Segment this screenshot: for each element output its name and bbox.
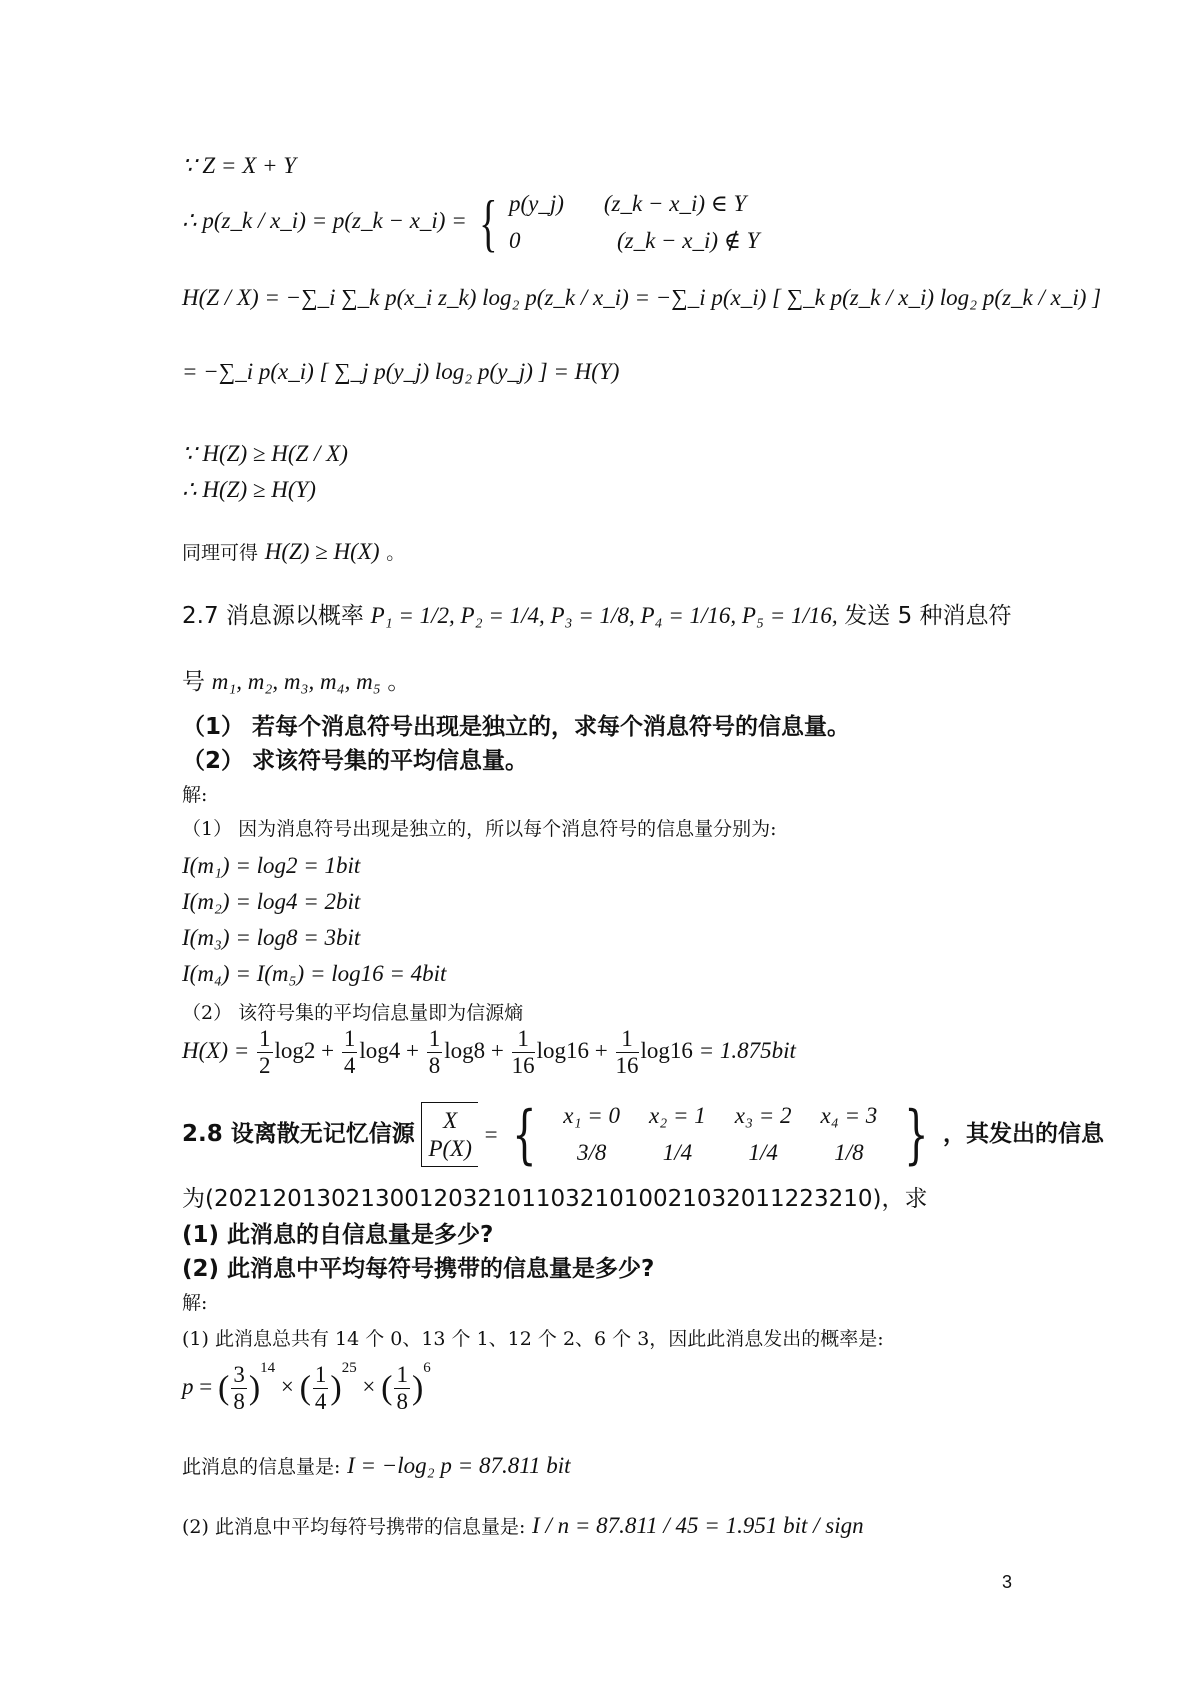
q28-suffix: ，其发出的信息 bbox=[942, 1121, 1104, 1147]
q28-prefix: 2.8 设离散无记忆信源 bbox=[182, 1121, 415, 1147]
q27-symbols: m₁, m₂, m₃, m₄, m₅ bbox=[211, 669, 381, 694]
proof-line-2-lhs: ∴ p(z_k / x_i) = p(z_k − x_i) = bbox=[182, 208, 467, 234]
info-amount-line bbox=[182, 1452, 571, 1480]
row1-x2: x₂ = 1 bbox=[649, 1103, 706, 1128]
row2-p1: 3/8 bbox=[576, 1139, 607, 1165]
entropy-rhs: = 1.875bit bbox=[698, 1038, 796, 1064]
q27-equation-4: I(m₄) = I(m₅) = log16 = 4bit bbox=[182, 961, 447, 986]
page-number: 3 bbox=[1002, 1572, 1013, 1592]
proof-line-2 bbox=[182, 186, 759, 260]
q27-equation-2: I(m₂) = log4 = 2bit bbox=[182, 889, 361, 914]
q27-suffix: 发送 5 种消息符 bbox=[844, 603, 1012, 629]
proof-line-3: H(Z / X) = −∑_i ∑_k p(x_i z_k) log₂ p(z_k / x_i) = −∑_i p(x_i) [ ∑_k p(z_k / x_i) log₂ p(z_k / x_i) ] bbox=[182, 285, 1102, 310]
exponent-3: 6 bbox=[423, 1360, 431, 1376]
info-label: 此消息的信息量是: bbox=[182, 1456, 341, 1478]
info-math: I = −log₂ p = 87.811 bit bbox=[347, 1453, 571, 1478]
avg-info-label: (2) 此消息中平均每符号携带的信息量是: bbox=[182, 1516, 526, 1538]
entropy-lhs: H(X) = bbox=[182, 1038, 250, 1064]
q27-sub-question-1: （1） 若每个消息符号出现是独立的，求每个消息符号的信息量。 bbox=[182, 714, 851, 740]
q27-line2-end: 。 bbox=[387, 669, 411, 695]
exponent-1: 14 bbox=[260, 1360, 276, 1376]
row2-p3: 1/4 bbox=[748, 1139, 778, 1165]
distribution-table bbox=[552, 1098, 889, 1172]
case-1-value: p(y_j) bbox=[508, 191, 564, 216]
matrix-top: X bbox=[443, 1108, 458, 1134]
q27-equation-3: I(m₃) = log8 = 3bit bbox=[182, 925, 361, 950]
case-2-value: 0 bbox=[508, 227, 521, 253]
q27-line2-prefix: 号 bbox=[182, 669, 205, 695]
proof-line-5: ∵ H(Z) ≥ H(Z / X) bbox=[182, 441, 348, 466]
proof-line-7-math: H(Z) ≥ H(X) bbox=[264, 539, 380, 564]
q28-sub-question-1: (1) 此消息的自信息量是多少? bbox=[182, 1222, 494, 1248]
q28-answer-1: (1) 此消息总共有 14 个 0、13 个 1、12 个 2、6 个 3，因此此消息发出的概率是: bbox=[182, 1328, 884, 1350]
q27-heading bbox=[182, 602, 1012, 631]
q28-heading: 2.8 设离散无记忆信源 X P(X) = { x₁ = 0 x₂ = 1 x₃ = 2 x₄ = 3 3/8 1/4 1/4 1/8 } ，其发出的信息 bbox=[182, 1097, 1104, 1172]
proof-line-1: ∵ Z = X + Y bbox=[182, 153, 297, 178]
row1-x4: x₄ = 3 bbox=[820, 1103, 878, 1128]
q27-heading-line-2 bbox=[182, 668, 410, 697]
case-2-condition: (z_k − x_i) ∉ Y bbox=[616, 227, 760, 253]
left-brace: { bbox=[512, 1097, 537, 1172]
proof-line-7-end: 。 bbox=[386, 542, 406, 564]
proof-line-4: = −∑_i p(x_i) [ ∑_j p(y_j) log₂ p(y_j) ] = H(Y) bbox=[182, 359, 620, 384]
q27-solution-label: 解: bbox=[182, 784, 208, 806]
proof-line-7 bbox=[182, 538, 405, 566]
q27-sub-question-2: （2） 求该符号集的平均信息量。 bbox=[182, 748, 529, 774]
q27-entropy-equation: H(X) = $\frac{1}{2}$ log2 + $\frac{1}{4}$ log4 + $\frac{1}{8}$ log8 + $\frac{1}{16}$ log16 + $\frac{1}{16}$ log16 = 1.875bit bbox=[182, 1026, 796, 1079]
q27-probabilities: P₁ = 1/2, P₂ = 1/4, P₃ = 1/8, P₄ = 1/16, P₅ = 1/16, bbox=[370, 603, 838, 628]
q27-answer-2: （2） 该符号集的平均信息量即为信源熵 bbox=[182, 1002, 524, 1024]
q28-message: 为(202120130213001203210110321010021032011223210)，求 bbox=[182, 1186, 928, 1212]
q28-solution-label: 解: bbox=[182, 1292, 208, 1314]
case-1-condition: (z_k − x_i) ∈ Y bbox=[603, 191, 747, 216]
exponent-2: 25 bbox=[341, 1360, 357, 1376]
avg-info-line bbox=[182, 1512, 864, 1540]
q27-answer-1: （1） 因为消息符号出现是独立的，所以每个消息符号的信息量分别为: bbox=[182, 818, 777, 840]
probability-equation: p = ( $\frac{3}{8}$ )$^{14}$ × ( $\frac{1}{4}$ )$^{25}$ × ( $\frac{1}{8}$ )$^6$ bbox=[182, 1360, 431, 1415]
proof-line-7-text: 同理可得 bbox=[182, 542, 259, 564]
avg-info-math: I / n = 87.811 / 45 = 1.951 bit / sign bbox=[532, 1513, 864, 1538]
row1-x3: x₃ = 2 bbox=[734, 1103, 792, 1128]
matrix-bottom: P(X) bbox=[428, 1135, 472, 1161]
proof-line-6: ∴ H(Z) ≥ H(Y) bbox=[182, 477, 316, 502]
row2-p4: 1/8 bbox=[834, 1139, 864, 1165]
right-brace: } bbox=[903, 1097, 929, 1172]
q28-sub-question-2: (2) 此消息中平均每符号携带的信息量是多少? bbox=[182, 1256, 655, 1282]
row2-p2: 1/4 bbox=[662, 1139, 693, 1165]
left-brace: { bbox=[478, 186, 498, 258]
row1-x1: x₁ = 0 bbox=[563, 1103, 620, 1128]
q27-prefix: 2.7 消息源以概率 bbox=[182, 603, 364, 629]
piecewise-cases bbox=[509, 186, 759, 260]
q27-equation-1: I(m₁) = log2 = 1bit bbox=[182, 853, 361, 878]
source-matrix bbox=[421, 1102, 477, 1167]
